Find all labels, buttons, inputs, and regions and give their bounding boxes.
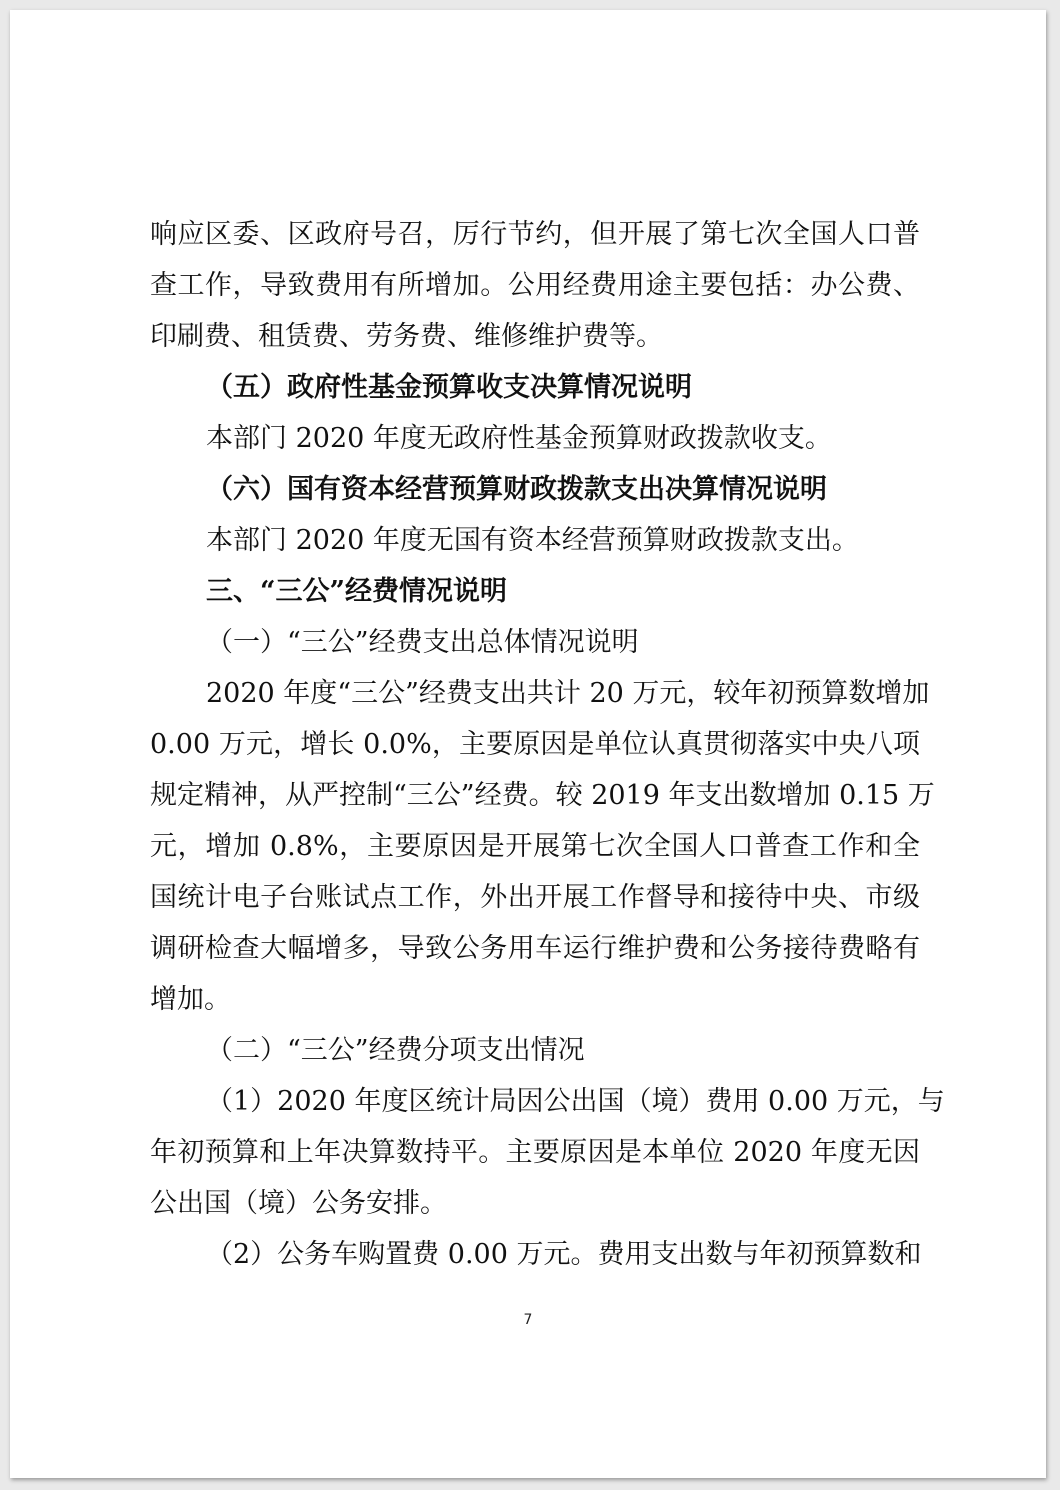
body-text-line: 2020 年度“三公”经费支出共计 20 万元，较年初预算数增加	[206, 678, 930, 709]
body-text-line: 年初预算和上年决算数持平。主要原因是本单位 2020 年度无因	[150, 1137, 920, 1168]
body-text-line: （1）2020 年度区统计局因公出国（境）费用 0.00 万元，与	[206, 1086, 945, 1117]
section-heading-5: （五）政府性基金预算收支决算情况说明	[206, 372, 692, 403]
page-number: 7	[523, 1312, 533, 1328]
subsection-heading-1: （一）“三公”经费支出总体情况说明	[206, 627, 639, 658]
body-text-line: 公出国（境）公务安排。	[150, 1188, 447, 1219]
body-text-line: 本部门 2020 年度无政府性基金预算财政拨款收支。	[206, 423, 832, 454]
body-text-line: 元，增加 0.8%，主要原因是开展第七次全国人口普查工作和全	[150, 831, 920, 862]
body-text-line: 0.00 万元，增长 0.0%，主要原因是单位认真贯彻落实中央八项	[150, 729, 920, 760]
body-text-line: 响应区委、区政府号召，厉行节约，但开展了第七次全国人口普	[150, 219, 920, 250]
body-text-line: 增加。	[150, 984, 231, 1015]
body-text-line: 国统计电子台账试点工作，外出开展工作督导和接待中央、市级	[150, 882, 920, 913]
body-text-line: 调研检查大幅增多，导致公务用车运行维护费和公务接待费略有	[150, 933, 920, 964]
body-text-line: （2）公务车购置费 0.00 万元。费用支出数与年初预算数和	[206, 1239, 922, 1270]
document-page	[10, 10, 1046, 1478]
subsection-heading-2: （二）“三公”经费分项支出情况	[206, 1035, 585, 1066]
body-text-line: 查工作，导致费用有所增加。公用经费用途主要包括：办公费、	[150, 270, 920, 301]
chapter-heading-3: 三、“三公”经费情况说明	[206, 576, 508, 607]
body-text-line: 规定精神，从严控制“三公”经费。较 2019 年支出数增加 0.15 万	[150, 780, 935, 811]
body-text-line: 印刷费、租赁费、劳务费、维修维护费等。	[150, 321, 663, 352]
body-text-line: 本部门 2020 年度无国有资本经营预算财政拨款支出。	[206, 525, 859, 556]
section-heading-6: （六）国有资本经营预算财政拨款支出决算情况说明	[206, 474, 827, 505]
